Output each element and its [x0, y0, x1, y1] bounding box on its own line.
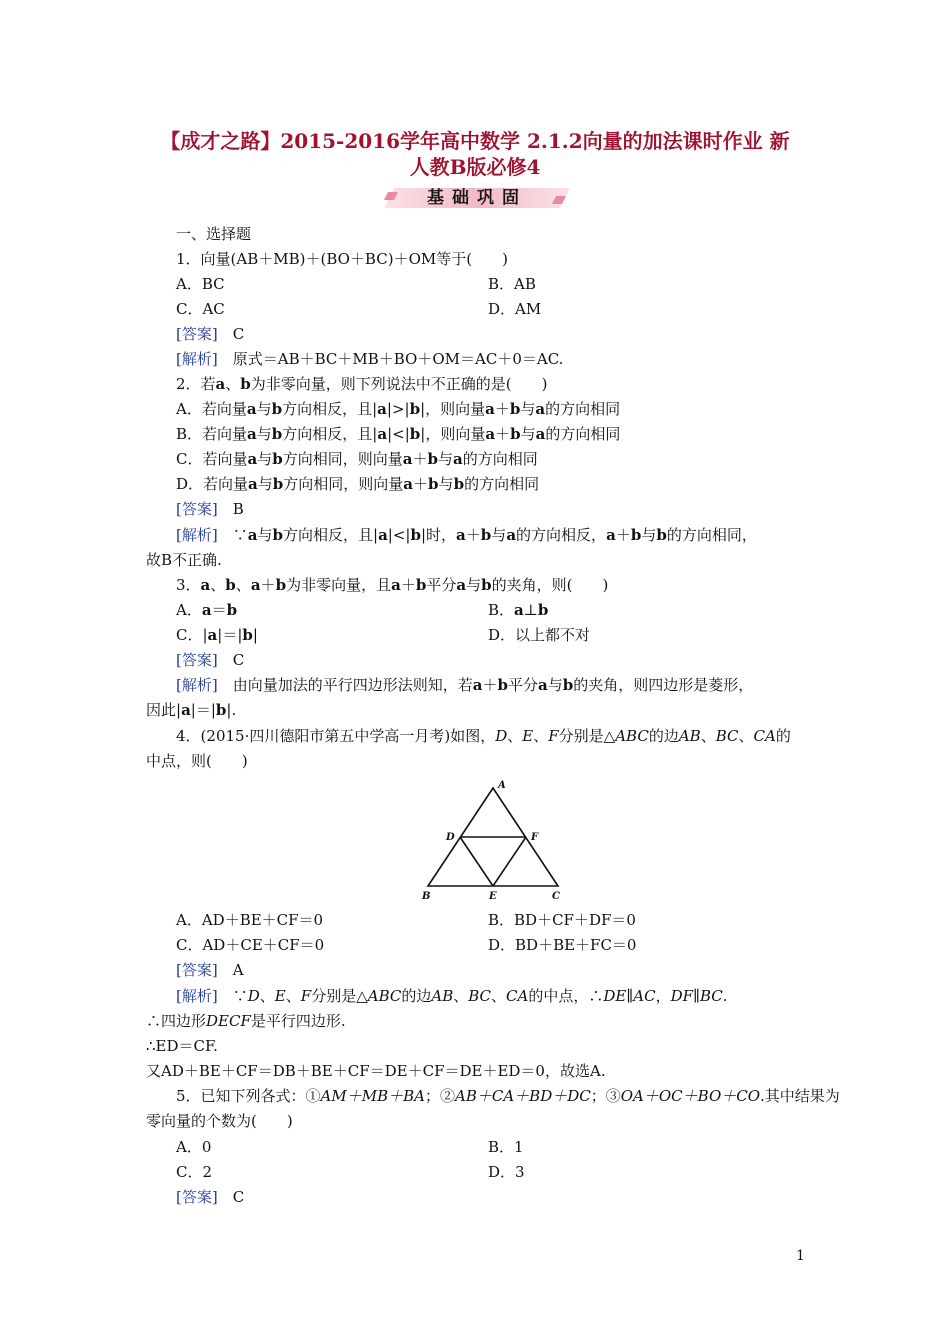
q2-option-a: A．若向量a与b方向相反，且|a|>|b|，则向量a＋b与a的方向相同: [176, 400, 621, 418]
q5-answer: [答案] C: [176, 1188, 245, 1206]
label-f: F: [531, 832, 539, 843]
segment-de: [460, 837, 493, 886]
q1-option-a: A．BC: [176, 275, 225, 293]
q3-stem: 3．a、b、a＋b为非零向量，且a＋b平分a与b的夹角，则( ): [176, 576, 609, 594]
q4-analysis-line3: ∴ED＝CF.: [146, 1037, 218, 1055]
q1-answer: [176, 324, 244, 344]
doc-title-line1: 【成才之路】2015-2016学年高中数学 2.1.2向量的加法课时作业 新: [160, 129, 790, 153]
q4-stem: 4．(2015·四川德阳市第五中学高一月考)如图，D、E、F分别是△ABC的边AB、BC、CA的: [176, 727, 791, 745]
q5-option-c: C．2: [176, 1163, 213, 1181]
q4-option-a: A．AD＋BE＋CF＝0: [176, 911, 324, 929]
doc-title-line2: 人教B版必修4: [409, 155, 541, 179]
q5-stem-line2: 零向量的个数为( ): [146, 1112, 293, 1130]
q3-option-d: D．以上都不对: [488, 626, 591, 644]
analysis-text: 原式＝AB＋BC＋MB＋BO＋OM＝AC＋0＝AC.: [232, 350, 564, 368]
q2-analysis-line2: 故B不正确.: [146, 551, 222, 569]
q1-option-b: B．AB: [488, 275, 536, 293]
q3-answer: [答案] C: [176, 651, 245, 669]
q2-stem: 2．若a、b为非零向量，则下列说法中不正确的是( ): [176, 375, 548, 393]
label-e: E: [489, 891, 497, 902]
section-banner-text: 基础巩固: [427, 188, 527, 208]
q4-option-b: B．BD＋CF＋DF＝0: [488, 911, 636, 929]
q4-stem-line2: 中点，则( ): [146, 752, 248, 770]
q3-analysis-line2: 因此|a|＝|b|.: [146, 701, 237, 719]
analysis-tag: [解析]: [176, 350, 218, 368]
label-a: A: [498, 780, 506, 791]
q3-option-a: A．a＝b: [176, 601, 238, 619]
q4-analysis-line2: ∴四边形DECF是平行四边形.: [146, 1012, 346, 1030]
section-heading: 一、选择题: [176, 225, 252, 243]
q5-option-b: B．1: [488, 1138, 524, 1156]
q2-analysis: [解析] ∵a与b方向相反，且|a|<|b|时，a＋b与a的方向相反，a＋b与b的方向相同，: [176, 526, 757, 544]
q5-stem: 5．已知下列各式：①AM＋MB＋BA；②AB＋CA＋BD＋DC；③OA＋OC＋BO＋CO.其中结果为: [176, 1087, 840, 1105]
q4-option-d: D．BD＋BE＋FC＝0: [488, 936, 637, 954]
answer-tag: [答案]: [176, 325, 218, 343]
page-number: 1: [796, 1248, 805, 1264]
q4-analysis-line4: 又AD＋BE＋CF＝DB＋BE＋CF＝DE＋CF＝DE＋ED＝0，故选A.: [146, 1062, 606, 1080]
triangle-figure: [418, 776, 568, 904]
q1-option-c: C．AC: [176, 300, 225, 318]
q1-option-d: D．AM: [488, 300, 542, 318]
label-d: D: [446, 832, 455, 843]
label-c: C: [552, 891, 560, 902]
q1-analysis: [176, 349, 563, 369]
q2-option-d: D．若向量a与b方向相同，则向量a＋b与b的方向相同: [176, 475, 540, 493]
q2-option-b: B．若向量a与b方向相反，且|a|<|b|，则向量a＋b与a的方向相同: [176, 425, 621, 443]
answer-value: C: [232, 325, 245, 343]
label-b: B: [422, 891, 431, 902]
q5-option-d: D．3: [488, 1163, 525, 1181]
segment-ef: [493, 837, 526, 886]
q4-option-c: C．AD＋CE＋CF＝0: [176, 936, 325, 954]
q3-option-c: C．|a|＝|b|: [176, 626, 258, 644]
q5-option-a: A．0: [176, 1138, 212, 1156]
q1-stem: 1．向量(AB＋MB)＋(BO＋BC)＋OM等于( ): [176, 250, 508, 268]
q3-option-b: B．a⊥b: [488, 601, 549, 619]
q4-analysis: [解析] ∵D、E、F分别是△ABC的边AB、BC、CA的中点，∴DE∥AC，DF∥BC.: [176, 987, 728, 1005]
q3-analysis: [解析] 由向量加法的平行四边形法则知，若a＋b平分a与b的夹角，则四边形是菱形，: [176, 676, 754, 694]
q4-answer: [答案] A: [176, 961, 244, 979]
q2-answer: [答案] B: [176, 500, 244, 518]
q2-option-c: C．若向量a与b方向相同，则向量a＋b与a的方向相同: [176, 450, 538, 468]
